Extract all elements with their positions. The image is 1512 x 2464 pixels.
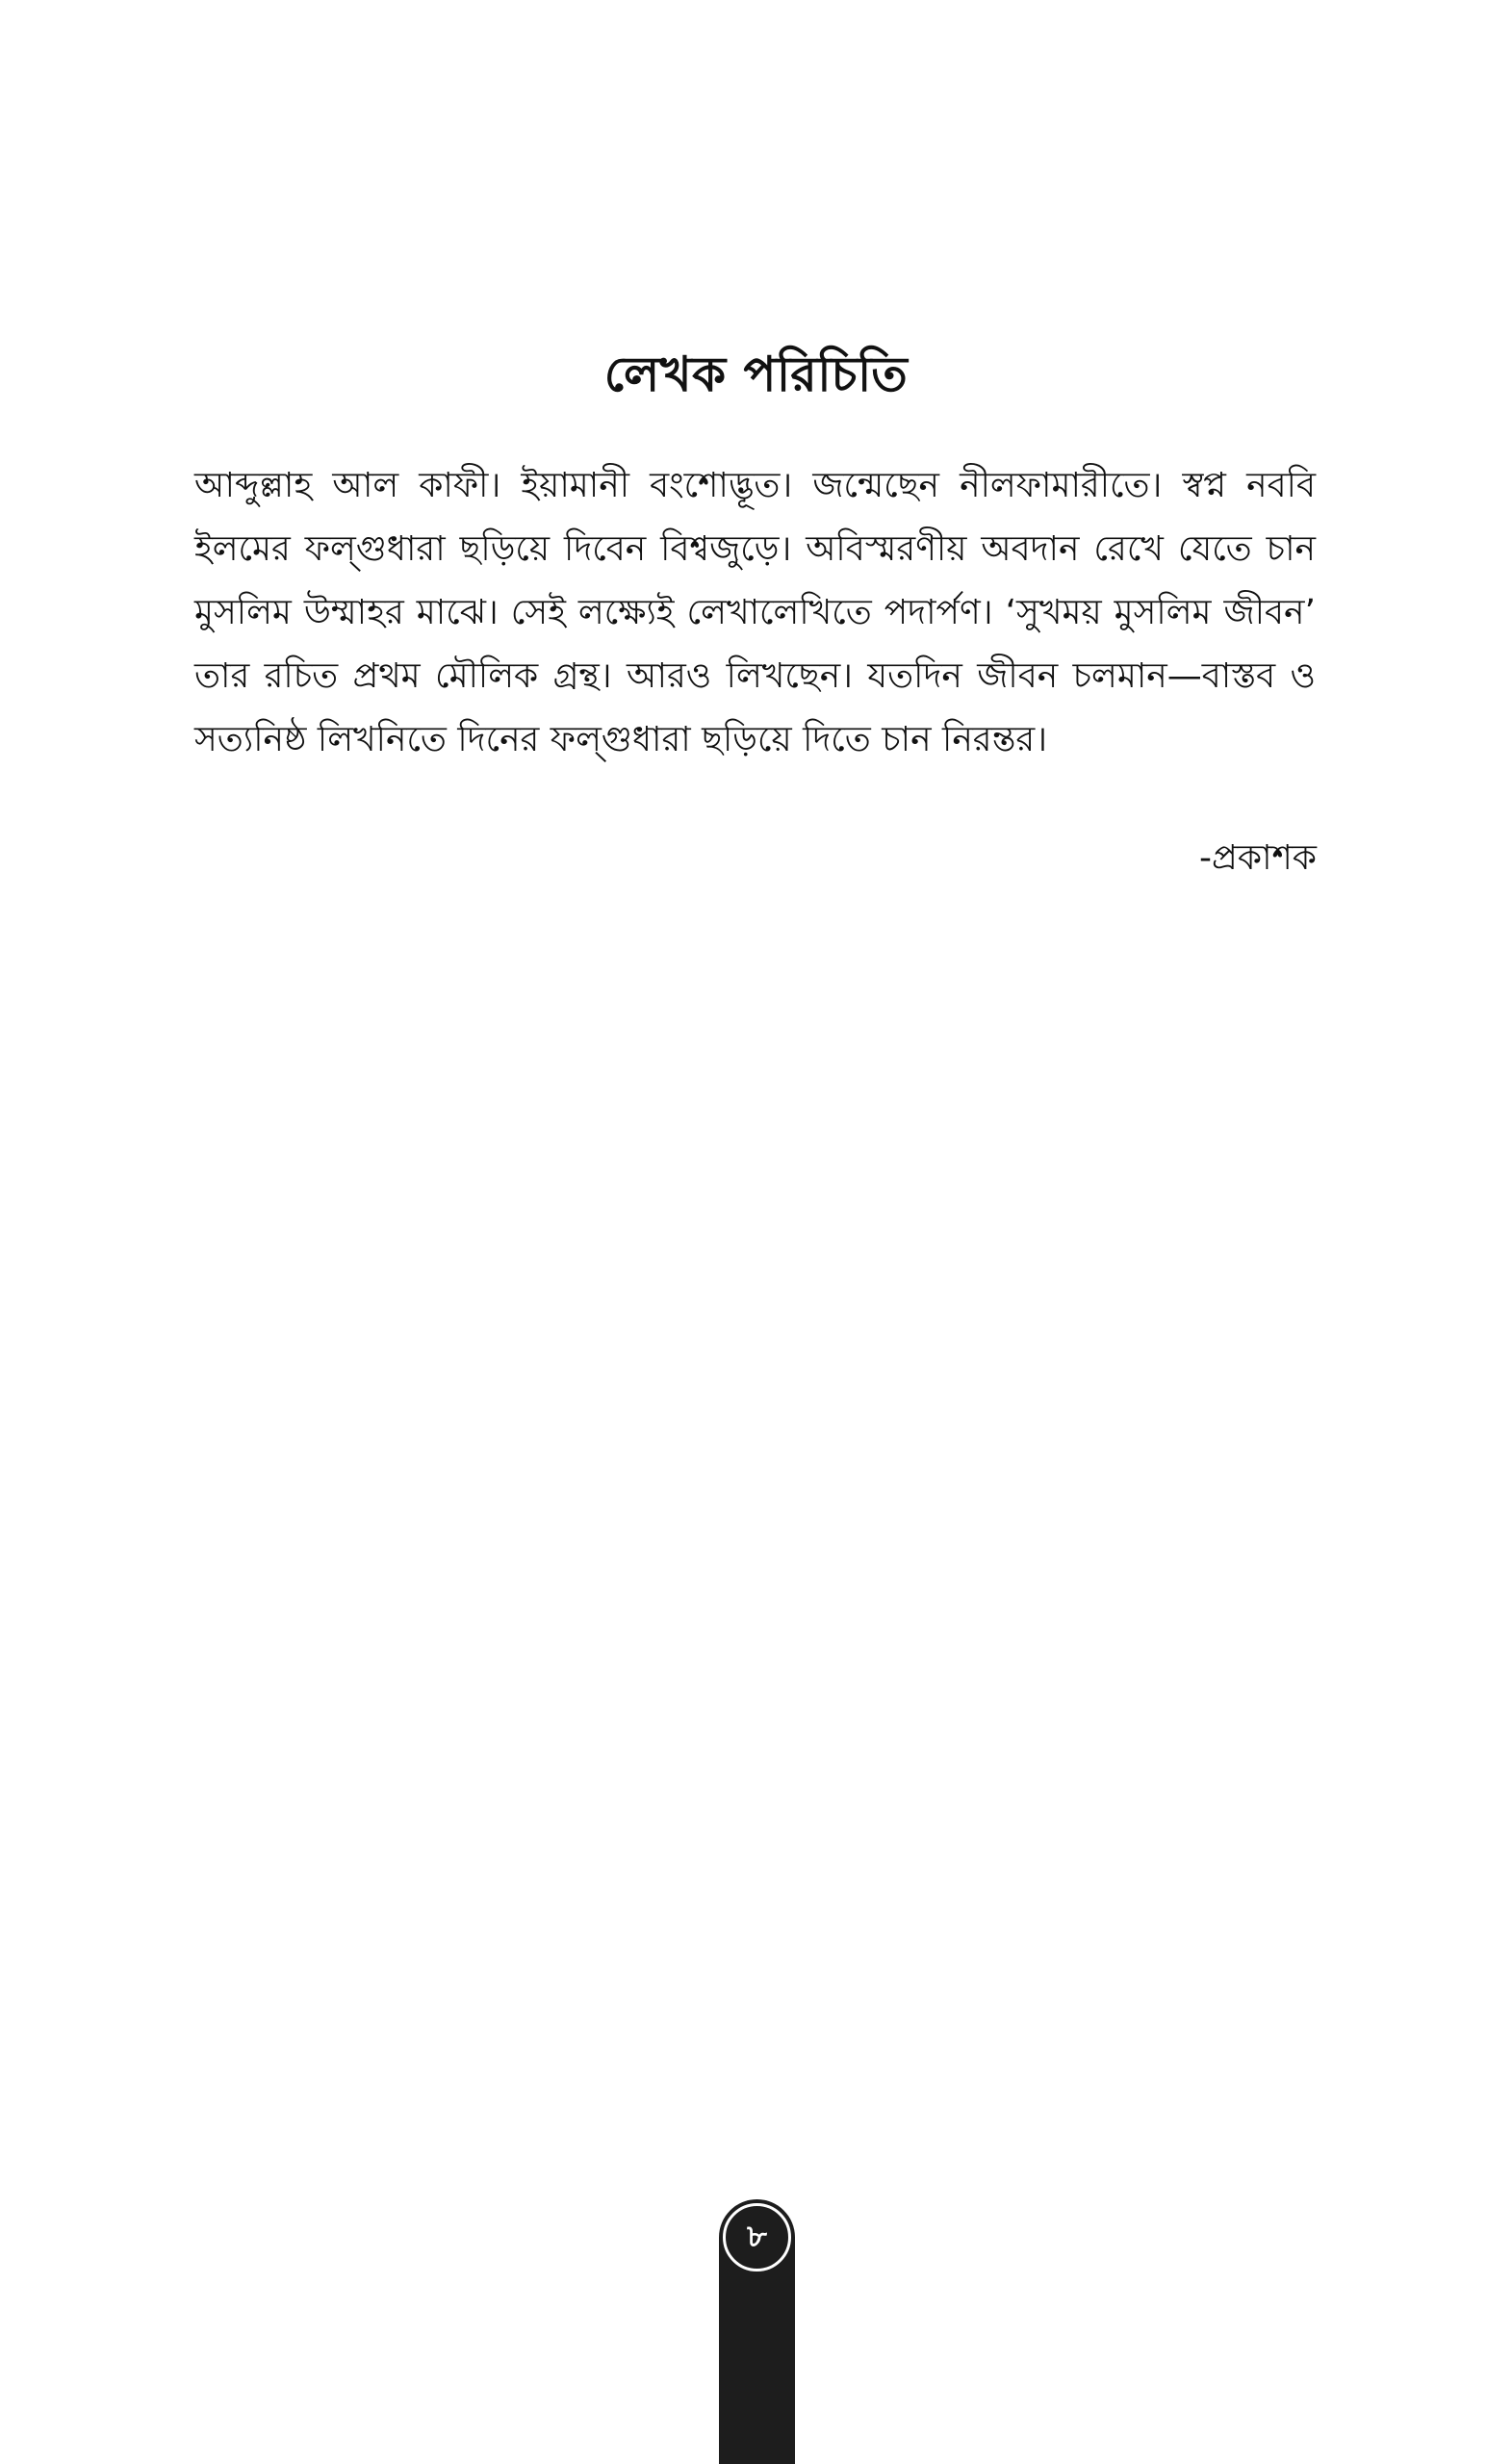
publisher-signature: -প্রকাশক: [1199, 838, 1317, 878]
page-number: ৮: [747, 2217, 767, 2254]
author-bio-paragraph: আব্দুল্লাহ আল কাফী। ইয়ামানী বংশোদ্ভূত। জন্মেছেন নীলফামারীতে। স্বপ্ন নববি ইলমের ফল্গুধারা ছড়িয়ে দিবেন বিশ্বজুড়ে। অবিস্মরণীয় অবদান রেখে যেতে চান মুসলিম উম্মাহর মাঝে। সেই লক্ষ্যেই লেখালেখিতে পদার্পণ। ‘সুখময় মুসলিম জীবন’ তার রচিত প্রথম মৌলিক গ্রন্থ। আরও লিখছেন। যতদিন জীবন চলমান—বাস্তব ও সত্যনিষ্ঠ লিখনিতে দিনের ফল্গুধারা ছড়িয়ে দিতে চান নিরন্তর।: [194, 466, 1316, 759]
page-number-badge: [723, 2203, 791, 2272]
page-title: লেখক পরিচিতি: [603, 346, 909, 402]
